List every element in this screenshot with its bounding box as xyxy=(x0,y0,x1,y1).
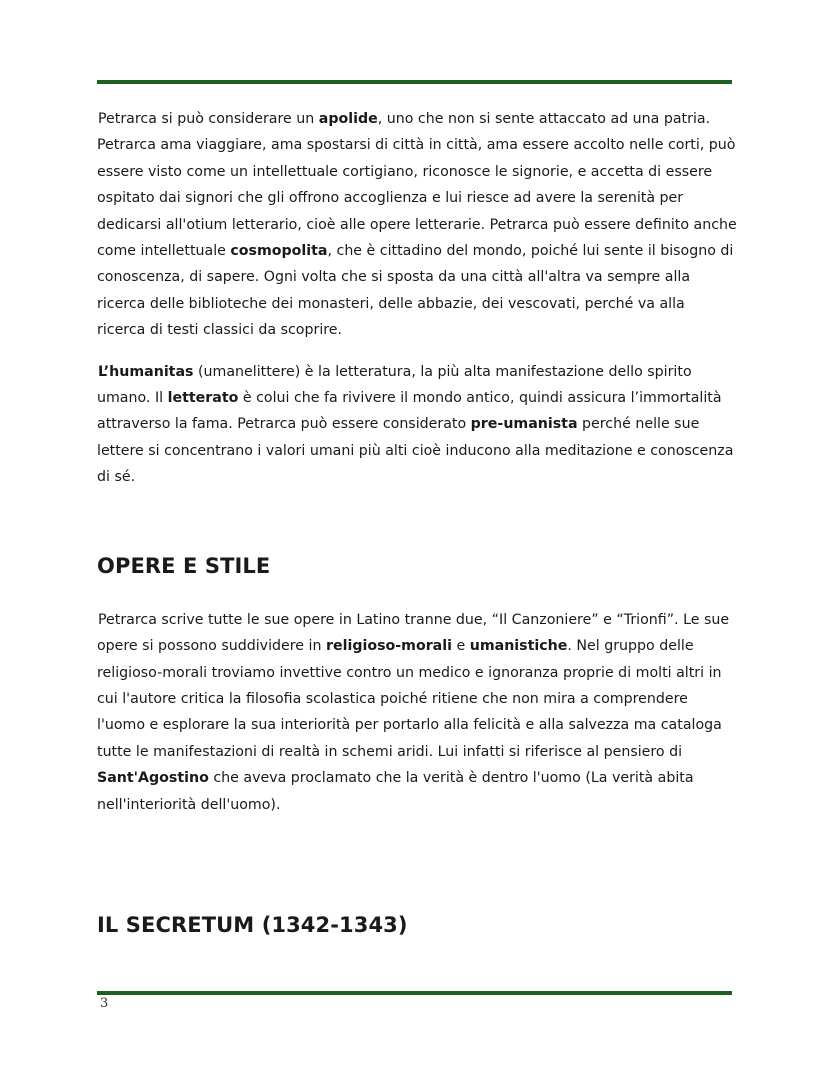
text-run: e xyxy=(452,638,470,655)
bold-term-cosmopolita: cosmopolita xyxy=(230,243,328,260)
text-run: . Nel gruppo delle religioso-morali troviamo invettive contro un medico e ignoranza proprie di molti altri in cui l'autore critica la filosofia scolastica poiché ritiene che non mira a comprendere l'uomo e esplorare la sua interiorità per portarlo alla felicità e alla salvezza ma cataloga tutte le manifestazioni di realtà in schemi aridi. Lui infatti si riferisce al pensiero di xyxy=(97,638,722,760)
bold-term-religioso-morali: religioso-morali xyxy=(325,638,452,655)
heading-il-secretum: IL SECRETUM (1342-1343) xyxy=(97,912,408,937)
page-body xyxy=(97,106,737,940)
paragraph-humanitas xyxy=(97,359,737,491)
top-divider xyxy=(97,80,732,84)
paragraph-apolide xyxy=(97,106,737,344)
bold-term-pre-umanista: pre-umanista xyxy=(470,416,578,433)
bold-term-sant-agostino: Sant'Agostino xyxy=(97,770,209,787)
text-run: perché nelle sue lettere si concentrano i valori umani più alti cioè inducono alla meditazione e conoscenza di sé. xyxy=(97,416,734,486)
text-run: , uno che non si sente attaccato ad una patria. Petrarca ama viaggiare, ama spostarsi di città in città, ama essere accolto nelle corti, può essere visto come un intellettuale cortigiano, riconosce le signorie, e accetta di essere ospitato dai signori che gli offrono accoglienza e lui riesce ad avere la serenità per dedicarsi all'otium letterario, cioè alle opere letterarie. Petrarca può essere definito anche come intellettuale xyxy=(97,111,737,260)
text-run: Petrarca scrive tutte le sue opere in Latino tranne due, “Il Canzoniere” e “Trionfi”. Le sue opere si possono suddividere in xyxy=(97,611,730,655)
paragraph-opere xyxy=(97,607,737,818)
page-number: 3 xyxy=(100,996,109,1011)
text-run: (umanelittere) è la letteratura, la più alta manifestazione dello spirito umano. Il xyxy=(97,363,692,407)
text-run: è colui che fa rivivere il mondo antico, quindi assicura l’immortalità attraverso la fama. Petrarca può essere considerato xyxy=(97,390,722,433)
bold-term-letterato: letterato xyxy=(167,390,239,407)
bold-term-humanitas: L’humanitas xyxy=(98,363,194,380)
text-run: , che è cittadino del mondo, poiché lui sente il bisogno di conoscenza, di sapere. Ogni volta che si sposta da una città all'altra va sempre alla ricerca delle biblioteche dei monasteri, delle abbazie, dei vescovati, perché va alla ricerca di testi classici da scoprire. xyxy=(97,243,734,339)
bold-term-umanistiche: umanistiche xyxy=(469,638,568,655)
bold-term-apolide: apolide xyxy=(318,111,378,127)
bottom-divider xyxy=(97,991,732,995)
heading-opere-e-stile: OPERE E STILE xyxy=(97,553,271,578)
text-run: Petrarca si può considerare un xyxy=(98,111,319,127)
text-run: che aveva proclamato che la verità è dentro l'uomo (La verità abita nell'interiorità dell'uomo). xyxy=(97,770,694,813)
